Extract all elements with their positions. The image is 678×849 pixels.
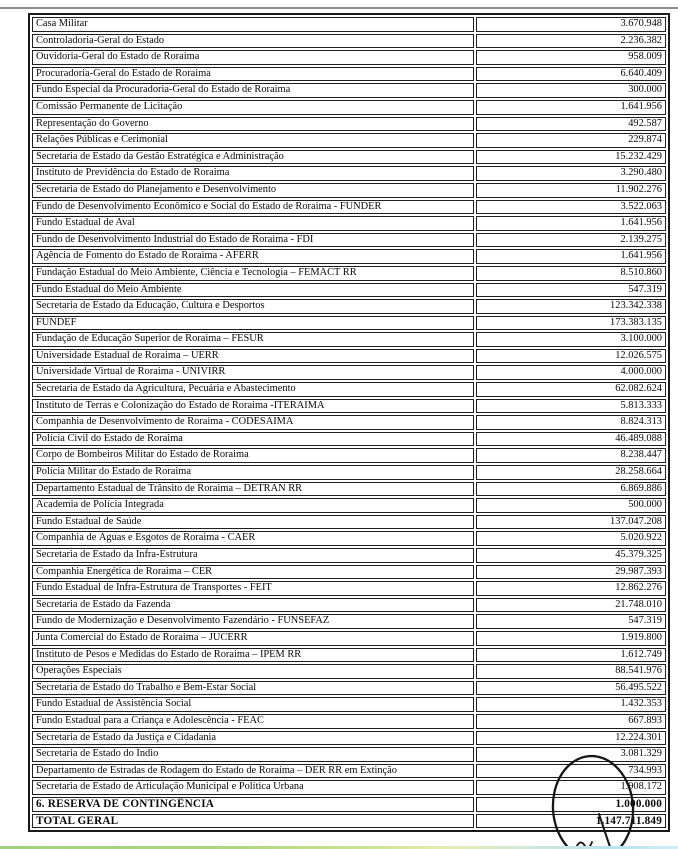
table-row xyxy=(32,332,666,347)
entity-value-cell: 173.383.135 xyxy=(476,316,666,331)
summary-value-cell: 1.000.000 xyxy=(476,797,666,812)
entity-name-cell: Instituto de Pesos e Medidas do Estado de Roraima – IPEM RR xyxy=(32,648,474,663)
entity-name-cell: Universidade Estadual de Roraima – UERR xyxy=(32,349,474,364)
entity-value-cell: 3.081.329 xyxy=(476,747,666,762)
table-row xyxy=(32,697,666,712)
table-row xyxy=(32,166,666,181)
entity-name-cell: Instituto de Terras e Colonização do Estado de Roraima -ITERAIMA xyxy=(32,399,474,414)
entity-value-cell: 21.748.010 xyxy=(476,598,666,613)
entity-value-cell: 5.020.922 xyxy=(476,531,666,546)
entity-value-cell: 6.640.409 xyxy=(476,67,666,82)
entity-value-cell: 1.641.956 xyxy=(476,216,666,231)
summary-value-cell: 1.147.711.849 xyxy=(476,814,666,829)
entity-value-cell: 958.009 xyxy=(476,50,666,65)
entity-value-cell: 547.319 xyxy=(476,614,666,629)
entity-name-cell: Fundação de Educação Superior de Roraima – FESUR xyxy=(32,332,474,347)
table-row xyxy=(32,432,666,447)
table-row xyxy=(32,283,666,298)
entity-value-cell: 6.869.886 xyxy=(476,482,666,497)
entity-name-cell: Secretaria de Estado da Infra-Estrutura xyxy=(32,548,474,563)
table-row xyxy=(32,581,666,596)
entity-name-cell: Procuradoria-Geral do Estado de Roraima xyxy=(32,67,474,82)
entity-value-cell: 62.082.624 xyxy=(476,382,666,397)
entity-name-cell: Secretaria de Estado da Agricultura, Pecuária e Abastecimento xyxy=(32,382,474,397)
entity-name-cell: Corpo de Bombeiros Militar do Estado de Roraima xyxy=(32,448,474,463)
table-row xyxy=(32,515,666,530)
entity-value-cell: 11.902.276 xyxy=(476,183,666,198)
entity-name-cell: Secretaria de Estado de Articulação Municipal e Política Urbana xyxy=(32,780,474,795)
table-row xyxy=(32,216,666,231)
entity-value-cell: 1.908.172 xyxy=(476,780,666,795)
summary-row xyxy=(32,814,666,829)
entity-name-cell: Instituto de Previdência do Estado de Roraima xyxy=(32,166,474,181)
entity-name-cell: Fundo de Desenvolvimento Industrial do Estado de Roraima - FDI xyxy=(32,233,474,248)
entity-name-cell: Ouvidoria-Geral do Estado de Roraima xyxy=(32,50,474,65)
entity-value-cell: 28.258.664 xyxy=(476,465,666,480)
entity-name-cell: Fundação Estadual do Meio Ambiente, Ciência e Tecnologia – FEMACT RR xyxy=(32,266,474,281)
table-row xyxy=(32,17,666,32)
table-row xyxy=(32,365,666,380)
entity-name-cell: Casa Militar xyxy=(32,17,474,32)
table-row xyxy=(32,349,666,364)
table-row xyxy=(32,614,666,629)
entity-name-cell: Departamento Estadual de Trânsito de Roraima – DETRAN RR xyxy=(32,482,474,497)
table-row xyxy=(32,714,666,729)
table-row xyxy=(32,233,666,248)
entity-value-cell: 3.100.000 xyxy=(476,332,666,347)
entity-value-cell: 56.495.522 xyxy=(476,681,666,696)
table-row xyxy=(32,183,666,198)
entity-value-cell: 734.993 xyxy=(476,764,666,779)
entity-value-cell: 45.379.325 xyxy=(476,548,666,563)
page-top-rule xyxy=(0,7,678,9)
entity-value-cell: 3.290.480 xyxy=(476,166,666,181)
entity-value-cell: 15.232.429 xyxy=(476,150,666,165)
table-row xyxy=(32,465,666,480)
entity-name-cell: Secretaria de Estado da Gestão Estratégica e Administração xyxy=(32,150,474,165)
entity-name-cell: Fundo Especial da Procuradoria-Geral do Estado de Roraima xyxy=(32,83,474,98)
entity-name-cell: Secretaria de Estado da Justiça e Cidadania xyxy=(32,731,474,746)
entity-name-cell: Companhia de Águas e Esgotos de Roraima - CAER xyxy=(32,531,474,546)
entity-value-cell: 12.224.301 xyxy=(476,731,666,746)
table-row xyxy=(32,764,666,779)
table-row xyxy=(32,34,666,49)
entity-name-cell: Fundo Estadual de Infra-Estrutura de Transportes - FEIT xyxy=(32,581,474,596)
entity-name-cell: Companhia Energética de Roraima – CER xyxy=(32,565,474,580)
entity-value-cell: 1.612.749 xyxy=(476,648,666,663)
entity-value-cell: 12.862.276 xyxy=(476,581,666,596)
table-row xyxy=(32,448,666,463)
entity-value-cell: 123.342.338 xyxy=(476,299,666,314)
entity-name-cell: Secretaria de Estado do Trabalho e Bem-Estar Social xyxy=(32,681,474,696)
table-row xyxy=(32,150,666,165)
table-row xyxy=(32,780,666,795)
entity-value-cell: 300.000 xyxy=(476,83,666,98)
entity-name-cell: Representação do Governo xyxy=(32,117,474,132)
entity-value-cell: 8.824.313 xyxy=(476,415,666,430)
table-row xyxy=(32,50,666,65)
table-row xyxy=(32,482,666,497)
table-row xyxy=(32,200,666,215)
entity-name-cell: Secretaria de Estado da Educação, Cultura e Desportos xyxy=(32,299,474,314)
table-row xyxy=(32,731,666,746)
table-row xyxy=(32,415,666,430)
table-row xyxy=(32,548,666,563)
summary-label-cell: TOTAL GERAL xyxy=(32,814,474,829)
entity-name-cell: Polícia Civil do Estado de Roraima xyxy=(32,432,474,447)
entity-value-cell: 229.874 xyxy=(476,133,666,148)
table-row xyxy=(32,117,666,132)
entity-name-cell: Secretaria de Estado da Fazenda xyxy=(32,598,474,613)
table-row xyxy=(32,249,666,264)
table-row xyxy=(32,83,666,98)
entity-value-cell: 547.319 xyxy=(476,283,666,298)
entity-value-cell: 29.987.393 xyxy=(476,565,666,580)
entity-name-cell: Operações Especiais xyxy=(32,664,474,679)
entity-value-cell: 2.236.382 xyxy=(476,34,666,49)
table-row xyxy=(32,648,666,663)
entity-name-cell: Fundo Estadual de Saúde xyxy=(32,515,474,530)
entity-value-cell: 3.522.063 xyxy=(476,200,666,215)
entity-name-cell: Secretaria de Estado do Planejamento e Desenvolvimento xyxy=(32,183,474,198)
table-row xyxy=(32,565,666,580)
table-row xyxy=(32,133,666,148)
entity-name-cell: Polícia Militar do Estado de Roraima xyxy=(32,465,474,480)
table-row xyxy=(32,598,666,613)
entity-name-cell: Universidade Virtual de Roraima - UNIVIRR xyxy=(32,365,474,380)
summary-label-cell: 6. RESERVA DE CONTINGÊNCIA xyxy=(32,797,474,812)
entity-name-cell: Fundo de Modernização e Desenvolvimento Fazendário - FUNSEFAZ xyxy=(32,614,474,629)
entity-value-cell: 12.026.575 xyxy=(476,349,666,364)
entity-name-cell: Fundo Estadual do Meio Ambiente xyxy=(32,283,474,298)
entity-name-cell: Companhia de Desenvolvimento de Roraima - CODESAIMA xyxy=(32,415,474,430)
table-row xyxy=(32,531,666,546)
entity-name-cell: Fundo Estadual de Aval xyxy=(32,216,474,231)
entity-name-cell: Academia de Polícia Integrada xyxy=(32,498,474,513)
entity-value-cell: 1.641.956 xyxy=(476,249,666,264)
entity-value-cell: 4.000.000 xyxy=(476,365,666,380)
entity-value-cell: 8.238.447 xyxy=(476,448,666,463)
entity-name-cell: Agência de Fomento do Estado de Roraima - AFERR xyxy=(32,249,474,264)
table-row xyxy=(32,399,666,414)
entity-value-cell: 500.000 xyxy=(476,498,666,513)
entity-name-cell: Secretaria de Estado do Índio xyxy=(32,747,474,762)
table-row xyxy=(32,266,666,281)
entity-value-cell: 5.813.333 xyxy=(476,399,666,414)
table-row xyxy=(32,631,666,646)
entity-name-cell: Fundo Estadual de Assistência Social xyxy=(32,697,474,712)
table-row xyxy=(32,299,666,314)
table-row xyxy=(32,498,666,513)
table-row xyxy=(32,382,666,397)
entity-value-cell: 492.587 xyxy=(476,117,666,132)
entity-name-cell: FUNDEF xyxy=(32,316,474,331)
table-row xyxy=(32,316,666,331)
table-row xyxy=(32,100,666,115)
table-row xyxy=(32,681,666,696)
entity-value-cell: 2.139.275 xyxy=(476,233,666,248)
entity-value-cell: 8.510.860 xyxy=(476,266,666,281)
table-row xyxy=(32,67,666,82)
entity-value-cell: 1.641.956 xyxy=(476,100,666,115)
table-row xyxy=(32,664,666,679)
entity-value-cell: 1.432.353 xyxy=(476,697,666,712)
entity-name-cell: Relações Públicas e Cerimonial xyxy=(32,133,474,148)
entity-value-cell: 667.893 xyxy=(476,714,666,729)
entity-name-cell: Comissão Permanente de Licitação xyxy=(32,100,474,115)
entity-name-cell: Junta Comercial do Estado de Roraima – JUCERR xyxy=(32,631,474,646)
summary-row xyxy=(32,797,666,812)
entity-value-cell: 137.047.208 xyxy=(476,515,666,530)
entity-value-cell: 46.489.088 xyxy=(476,432,666,447)
entity-value-cell: 3.670.948 xyxy=(476,17,666,32)
entity-name-cell: Fundo de Desenvolvimento Econômico e Social do Estado de Roraima - FUNDER xyxy=(32,200,474,215)
entity-name-cell: Controladoria-Geral do Estado xyxy=(32,34,474,49)
budget-table-body xyxy=(32,17,666,828)
entity-name-cell: Fundo Estadual para a Criança e Adolescência - FEAC xyxy=(32,714,474,729)
entity-value-cell: 88.541.976 xyxy=(476,664,666,679)
entity-value-cell: 1.919.800 xyxy=(476,631,666,646)
entity-name-cell: Departamento de Estradas de Rodagem do Estado de Roraima – DER RR em Extinção xyxy=(32,764,474,779)
budget-table xyxy=(28,13,670,832)
table-row xyxy=(32,747,666,762)
